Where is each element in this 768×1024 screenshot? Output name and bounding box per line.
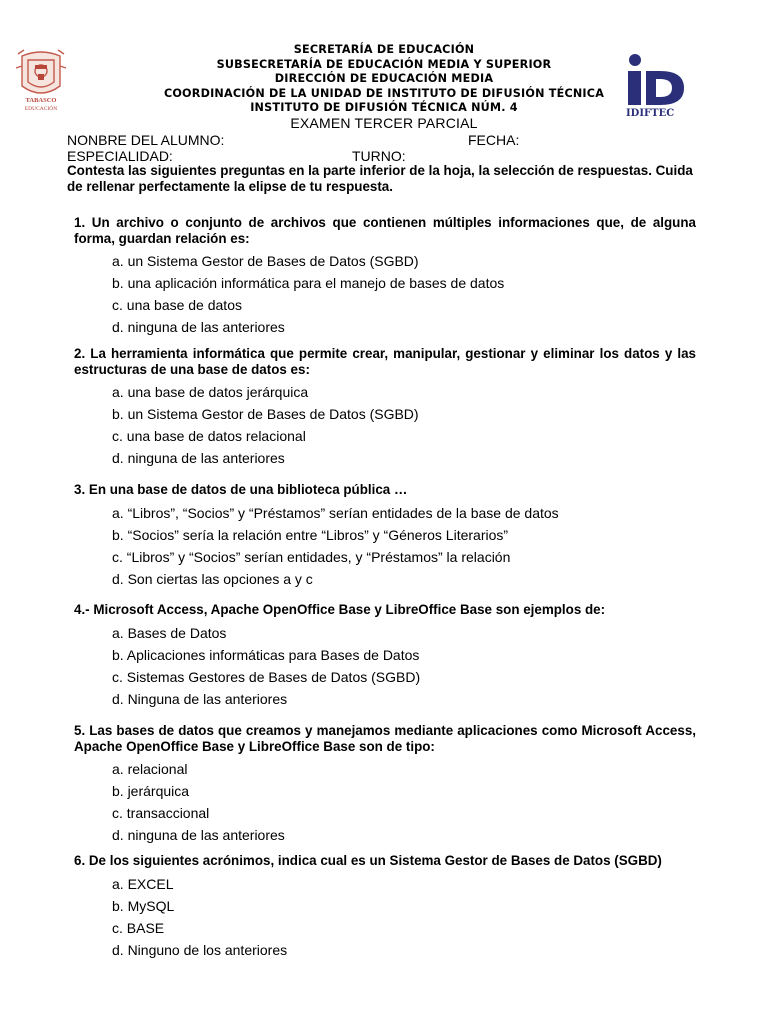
logo-right-label: IDIFTEC xyxy=(626,108,675,119)
option-a: a. Bases de Datos xyxy=(112,624,227,641)
question-4 xyxy=(74,602,696,710)
option-a: a. un Sistema Gestor de Bases de Datos (SGBD) xyxy=(112,253,419,269)
option-c: c. una base de datos xyxy=(112,297,242,313)
option-c: c. transaccional xyxy=(112,805,210,821)
logo-left-sublabel: EDUCACIÓN xyxy=(24,106,58,112)
header-line-direccion: DIRECCIÓN DE EDUCACIÓN MEDIA xyxy=(274,72,494,86)
option-c: c. Sistemas Gestores de Bases de Datos (SGBD) xyxy=(112,668,421,685)
specialty-label: ESPECIALIDAD: xyxy=(67,148,173,164)
question-3 xyxy=(74,482,696,590)
question-text: 3. En una base de datos de una biblioteca pública … xyxy=(74,482,408,497)
option-a: a. una base de datos jerárquica xyxy=(112,384,309,400)
option-c: c. “Libros” y “Socios” serían entidades, y “Préstamos” la relación xyxy=(112,548,511,565)
question-text: 2. La herramienta informática que permite crear, manipular, gestionar y eliminar los datos y las estructuras de una base de datos es: xyxy=(74,346,696,377)
question-text: 4.- Microsoft Access, Apache OpenOffice Base y LibreOffice Base son ejemplos de: xyxy=(74,602,606,617)
option-d: d. ninguna de las anteriores xyxy=(112,450,285,466)
exam-title: EXAMEN TERCER PARCIAL xyxy=(290,114,478,131)
header-line-coordinacion: COORDINACIÓN DE LA UNIDAD DE INSTITUTO DE DIFUSIÓN TÉCNICA xyxy=(163,86,605,100)
option-a: a. “Libros”, “Socios” y “Préstamos” serían entidades de la base de datos xyxy=(112,504,559,521)
options-list xyxy=(74,622,696,710)
question-6 xyxy=(74,853,696,961)
exam-header xyxy=(0,43,768,131)
question-1 xyxy=(74,215,696,338)
logo-left-label: TABASCO xyxy=(25,97,57,104)
option-a: a. EXCEL xyxy=(112,875,174,892)
student-name-label: NONBRE DEL ALUMNO: xyxy=(67,132,225,148)
option-a: a. relacional xyxy=(112,761,188,777)
option-b: b. una aplicación informática para el manejo de bases de datos xyxy=(112,275,505,291)
date-label: FECHA: xyxy=(468,132,520,148)
option-d: d. Ninguna de las anteriores xyxy=(112,690,288,707)
option-b: b. jerárquica xyxy=(112,783,190,799)
option-b: b. “Socios” sería la relación entre “Libros” y “Géneros Literarios” xyxy=(112,526,509,543)
option-b: b. un Sistema Gestor de Bases de Datos (SGBD) xyxy=(112,406,419,422)
options-list xyxy=(74,381,696,469)
header-line-instituto: INSTITUTO DE DIFUSIÓN TÉCNICA NÚM. 4 xyxy=(250,101,518,115)
question-5 xyxy=(74,723,696,846)
instructions: Contesta las siguientes preguntas en la parte inferior de la hoja, la selección de respuestas. Cuida de rellenar perfectamente la elipse de tu respuesta. xyxy=(67,163,693,194)
shift-label: TURNO: xyxy=(352,148,406,164)
option-d: d. Ninguno de los anteriores xyxy=(112,941,288,958)
header-line-subsecretaria: SUBSECRETARÍA DE EDUCACIÓN MEDIA Y SUPERIOR xyxy=(216,57,552,71)
option-b: b. MySQL xyxy=(112,897,175,914)
options-list xyxy=(74,502,696,590)
option-d: d. ninguna de las anteriores xyxy=(112,827,285,843)
question-text: 1. Un archivo o conjunto de archivos que contienen múltiples informaciones que, de alguna forma, guardan relación es: xyxy=(74,215,696,246)
option-c: c. una base de datos relacional xyxy=(112,428,306,444)
question-text: 6. De los siguientes acrónimos, indica cual es un Sistema Gestor de Bases de Datos (SGBD) xyxy=(74,853,662,868)
options-list xyxy=(74,758,696,846)
option-d: d. ninguna de las anteriores xyxy=(112,319,285,335)
option-d: d. Son ciertas las opciones a y c xyxy=(112,570,313,587)
option-b: b. Aplicaciones informáticas para Bases de Datos xyxy=(112,646,420,663)
options-list xyxy=(74,250,696,338)
question-2 xyxy=(74,346,696,469)
header-line-secretaria: SECRETARÍA DE EDUCACIÓN xyxy=(293,43,475,56)
options-list xyxy=(74,873,696,961)
question-text: 5. Las bases de datos que creamos y manejamos mediante aplicaciones como Microsoft Access, Apache OpenOffice Base y LibreOffice Base son de tipo: xyxy=(74,723,696,754)
option-c: c. BASE xyxy=(112,919,165,936)
